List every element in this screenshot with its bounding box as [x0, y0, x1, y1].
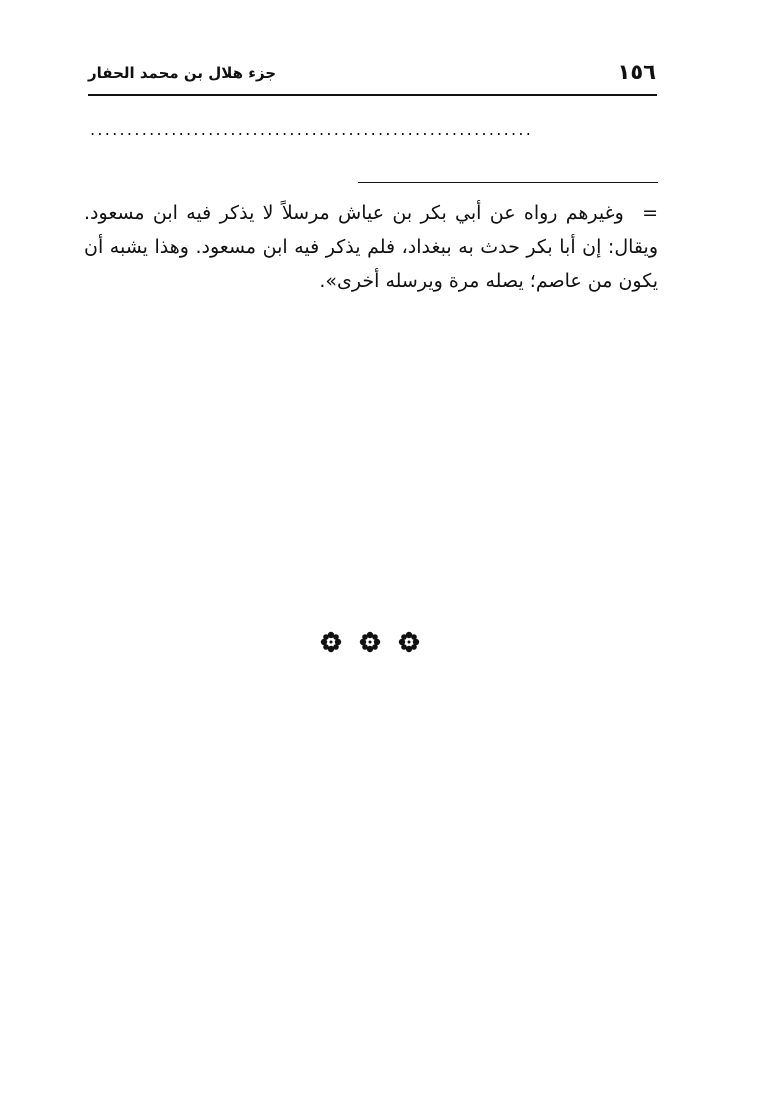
header-rule: [88, 94, 657, 96]
page-number: ١٥٦: [617, 60, 656, 84]
section-end-ornaments: [320, 630, 420, 654]
running-header: [88, 60, 656, 90]
running-title: جزء هلال بن محمد الحفار: [88, 64, 277, 82]
flower-ornament-icon: [320, 631, 342, 653]
ellipsis-line: ............................................................: [90, 120, 534, 139]
footnote-paragraph: [84, 196, 658, 298]
continuation-mark: =: [642, 202, 658, 224]
flower-ornament-icon: [398, 631, 420, 653]
footnote-separator: [358, 182, 658, 183]
flower-ornament-icon: [359, 631, 381, 653]
footnote-text: وغيرهم رواه عن أبي بكر بن عياش مرسلاً لا يذكر فيه ابن مسعود. ويقال: إن أبا بكر حدث به ببغداد، فلم يذكر فيه ابن مسعود. وهذا يشبه أن يكون من عاصم؛ يصله مرة ويرسله أخرى».: [84, 202, 658, 292]
